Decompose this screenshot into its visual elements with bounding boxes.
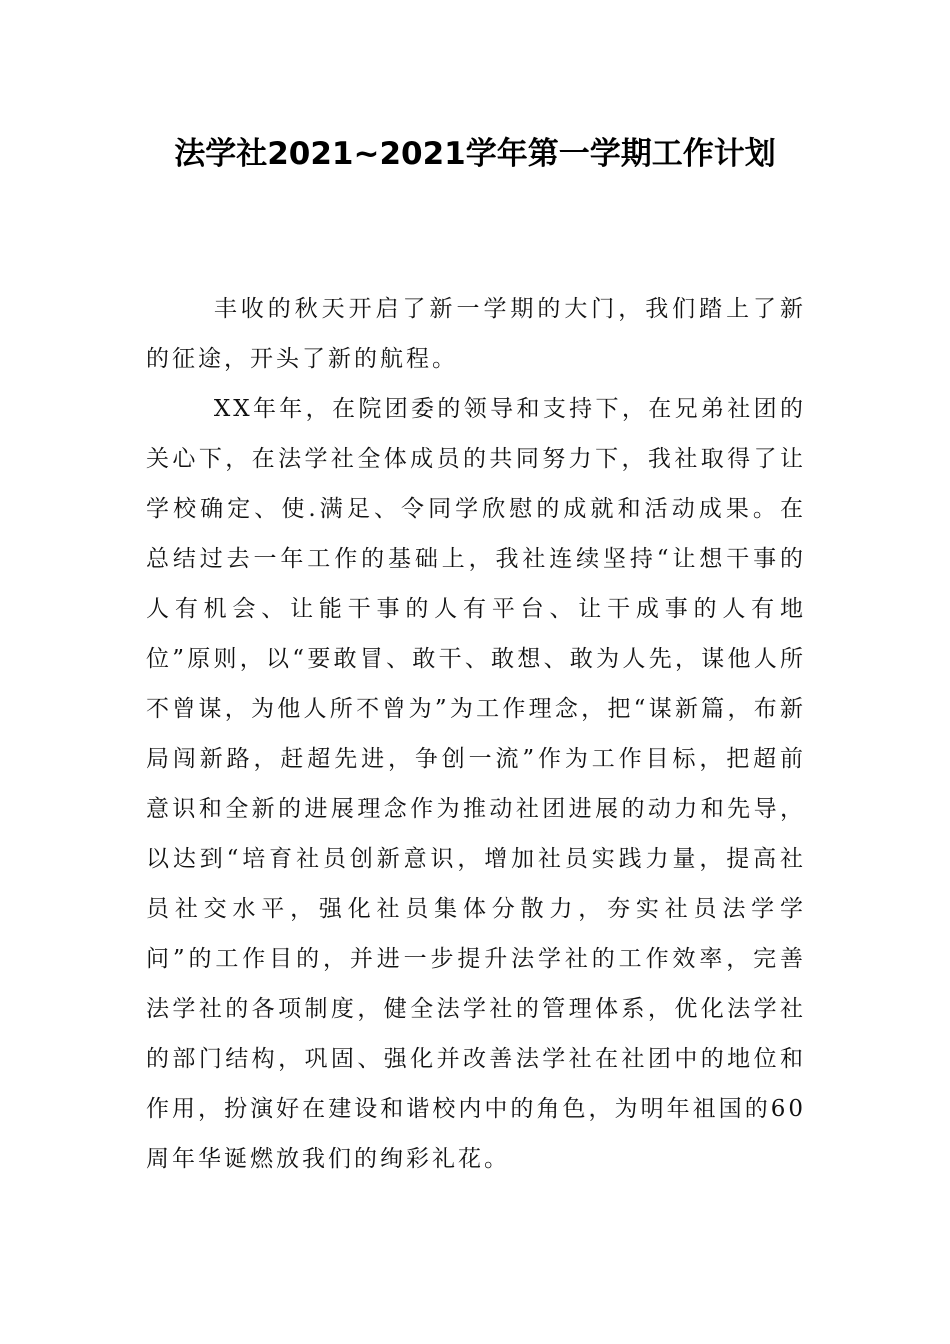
- document-title: 法学社2021~2021学年第一学期工作计划: [174, 136, 776, 172]
- document-body: [146, 284, 806, 1184]
- paragraph-main: XX年年，在院团委的领导和支持下，在兄弟社团的关心下，在法学社全体成员的共同努力下，我社取得了让学校确定、使.满足、令同学欣慰的成就和活动成果。在总结过去一年工作的基础上，我社连续坚持“让想干事的人有机会、让能干事的人有平台、让干成事的人有地位”原则，以“要敢冒、敢干、敢想、敢为人先，谋他人所不曾谋，为他人所不曾为”为工作理念，把“谋新篇，布新局闯新路，赶超先进，争创一流”作为工作目标，把超前意识和全新的进展理念作为推动社团进展的动力和先导，以达到“培育社员创新意识，增加社员实践力量，提高社员社交水平，强化社员集体分散力，夯实社员法学学问”的工作目的，并进一步提升法学社的工作效率，完善法学社的各项制度，健全法学社的管理体系，优化法学社的部门结构，巩固、强化并改善法学社在社团中的地位和作用，扮演好在建设和谐校内中的角色，为明年祖国的60周年华诞燃放我们的绚彩礼花。: [146, 396, 806, 1172]
- paragraph-intro: 丰收的秋天开启了新一学期的大门，我们踏上了新的征途，开头了新的航程。: [146, 296, 806, 372]
